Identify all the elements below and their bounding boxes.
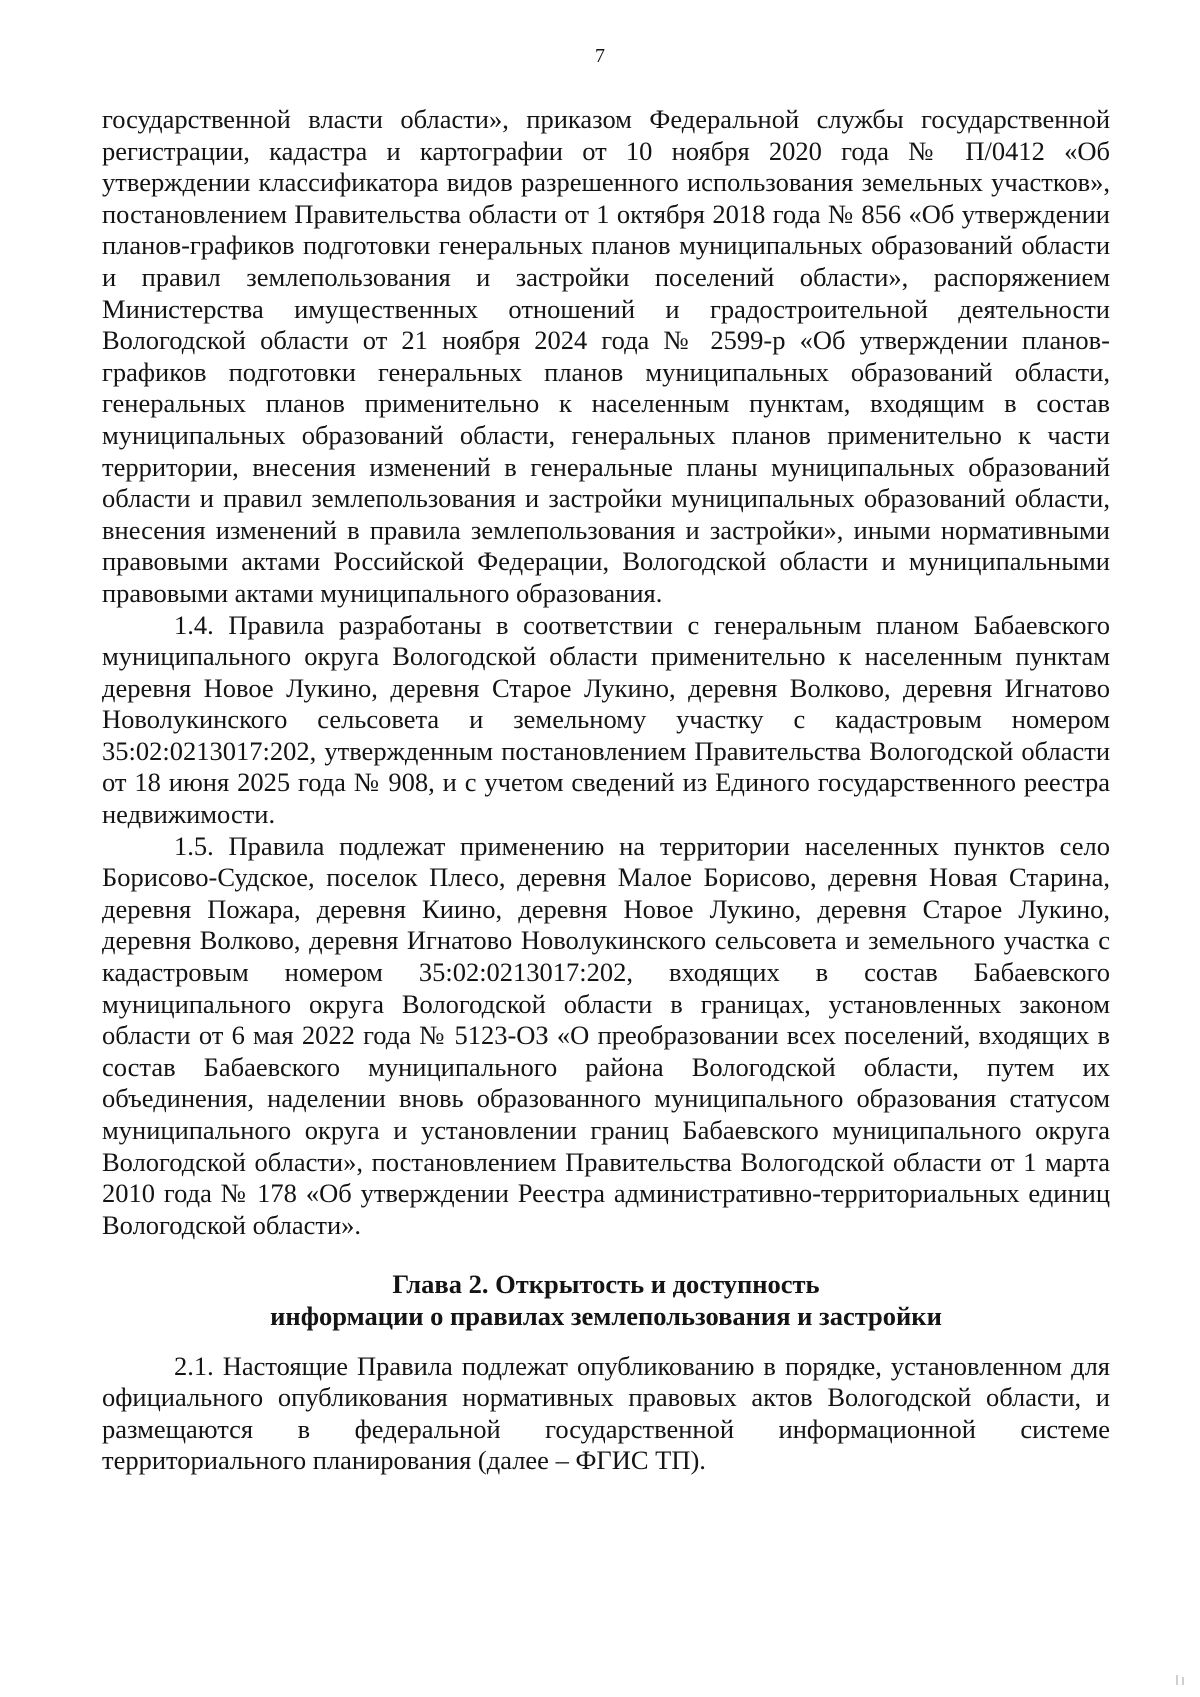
paragraph-1-4: 1.4. Правила разработаны в соответствии с генеральным планом Бабаевского муниципального округа Вологодской области применительно к населенным пунктам деревня Новое Лукино, деревня Старое Лукино, деревня Волково, деревня Игнатово Новолукинского сельсовета и земельному участку с кадастровым номером 35:02:0213017:202, утвержденным постановлением Правительства Вологодской области от 18 июня 2025 года № 908, и с учетом сведений из Единого государственного реестра недвижимости.	[102, 609, 1110, 830]
page-number: 7	[595, 45, 605, 67]
paragraph-1-5: 1.5. Правила подлежат применению на территории населенных пунктов село Борисово-Судское, поселок Плесо, деревня Малое Борисово, деревня Новая Старина, деревня Пожара, деревня Киино, деревня Новое Лукино, деревня Старое Лукино, деревня Волково, деревня Игнатово Новолукинского сельсовета и земельного участка с кадастровым номером 35:02:0213017:202, входящих в состав Бабаевского муниципального округа Вологодской области в границах, установленных законом области от 6 мая 2022 года № 5123-ОЗ «О преобразовании всех поселений, входящих в состав Бабаевского муниципального района Вологодской области, путем их объединения, наделении вновь образованного муниципального образования статусом муниципального округа и установлении границ Бабаевского муниципального округа Вологодской области», постановлением Правительства Вологодской области от 1 марта 2010 года № 178 «Об утверждении Реестра административно-территориальных единиц Вологодской области».	[102, 830, 1110, 1240]
document-body	[102, 104, 1110, 1477]
paragraph-2-1: 2.1. Настоящие Правила подлежат опубликованию в порядке, установленном для официального опубликования нормативных правовых актов Вологодской области, и размещаются в федеральной государственной информационной системе территориального планирования (далее – ФГИС ТП).	[102, 1350, 1110, 1476]
chapter-heading-line-1: Глава 2. Открытость и доступность	[392, 1269, 820, 1300]
scan-artifact-mark	[1176, 1675, 1178, 1685]
scan-artifact-mark	[1182, 1677, 1184, 1685]
chapter-heading-line-2: информации о правилах землепользования и застройки	[270, 1300, 942, 1331]
chapter-heading	[102, 1269, 1110, 1332]
paragraph-continuation: государственной власти области», приказом Федеральной службы государственной регистрации, кадастра и картографии от 10 ноября 2020 года № П/0412 «Об утверждении классификатора видов разрешенного использования земельных участков», постановлением Правительства области от 1 октября 2018 года № 856 «Об утверждении планов-графиков подготовки генеральных планов муниципальных образований области и правил землепользования и застройки поселений области», распоряжением Министерства имущественных отношений и градостроительной деятельности Вологодской области от 21 ноября 2024 года № 2599-р «Об утверждении планов-графиков подготовки генеральных планов муниципальных образований области, генеральных планов применительно к населенным пунктам, входящим в состав муниципальных образований области, генеральных планов применительно к части территории, внесения изменений в генеральные планы муниципальных образований области и правил землепользования и застройки муниципальных образований области, внесения изменений в правила землепользования и застройки», иными нормативными правовыми актами Российской Федерации, Вологодской области и муниципальными правовыми актами муниципального образования.	[102, 104, 1110, 608]
